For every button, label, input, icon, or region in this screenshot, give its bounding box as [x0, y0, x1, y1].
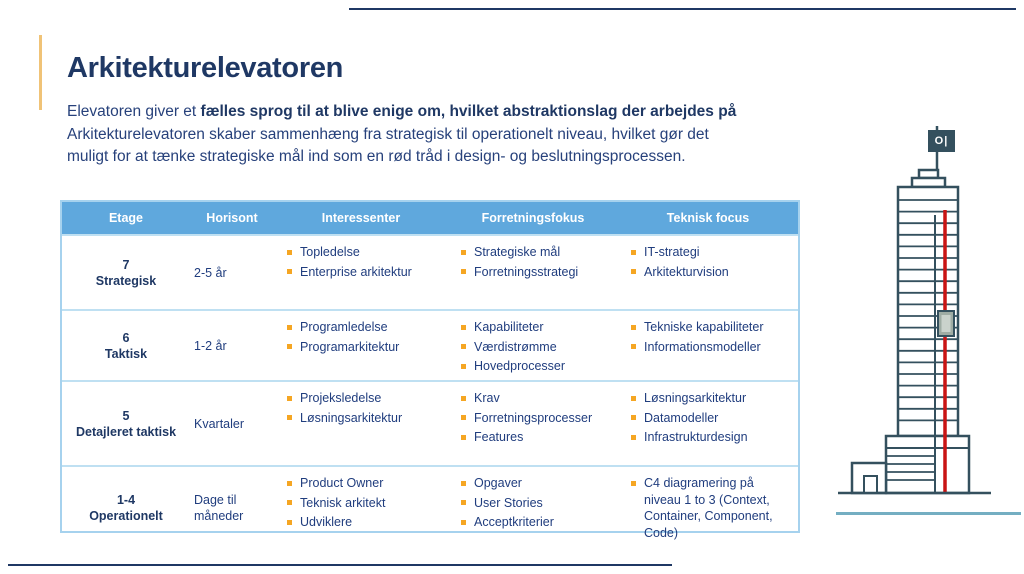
intro-line2: Arkitekturelevatoren skaber sammenhæng fra strategisk til operationelt niveau, hvilket gør det: [67, 125, 709, 143]
teknisk-focus-cell: [618, 382, 798, 465]
bullet-list: [630, 319, 792, 355]
column-header-forretningsfokus: Forretningsfokus: [481, 211, 585, 225]
column-header-etage: Etage: [108, 211, 144, 225]
horisont-cell: 1-2 år: [194, 339, 227, 354]
bullet-item: Strategiske mål: [460, 244, 612, 261]
teknisk-focus-cell: [618, 236, 798, 309]
bullet-list: [460, 475, 612, 531]
page-title: Arkitekturelevatoren: [67, 52, 344, 84]
forretningsfokus-cell: [448, 311, 618, 382]
bullet-list: [460, 319, 612, 375]
interessenter-cell: [274, 236, 448, 309]
interessenter-cell: [274, 467, 448, 548]
teknisk-focus-cell: [618, 467, 798, 548]
bullet-item: Informationsmodeller: [630, 339, 792, 356]
etage-cell: [62, 382, 190, 465]
etage-number: 1-4: [116, 492, 136, 507]
bullet-item: Programledelse: [286, 319, 442, 336]
etage-label: Taktisk: [104, 347, 148, 362]
forretningsfokus-cell: [448, 467, 618, 548]
architecture-table: [60, 200, 800, 540]
table-row: [62, 380, 798, 465]
building-illustration: [820, 118, 1024, 518]
bullet-item: Projeksledelse: [286, 390, 442, 407]
bullet-list: [460, 244, 612, 280]
annex-door: [864, 476, 877, 493]
bullet-list: [630, 390, 792, 446]
bullet-item: Kapabiliteter: [460, 319, 612, 336]
table-row: [62, 309, 798, 380]
bullet-list: [460, 390, 612, 446]
interessenter-cell: [274, 382, 448, 465]
horisont-cell: Dage til måneder: [194, 492, 244, 523]
interessenter-cell: [274, 311, 448, 382]
etage-label: Detajleret taktisk: [75, 424, 177, 439]
bullet-list: [286, 390, 442, 426]
bullet-list: [286, 244, 442, 280]
etage-cell: [62, 467, 190, 548]
column-header-teknisk-focus: Teknisk focus: [666, 211, 750, 225]
table-row: [62, 465, 798, 540]
bullet-item: User Stories: [460, 495, 612, 512]
intro-line1-bold: fælles sprog til at blive enige om, hvilket abstraktionslag der arbejdes på: [200, 103, 737, 120]
bullet-item: Tekniske kapabiliteter: [630, 319, 792, 336]
table-header-row: [62, 202, 798, 234]
flag-logo: O|: [928, 130, 955, 152]
horisont-cell: Kvartaler: [194, 416, 245, 431]
etage-number: 7: [122, 257, 130, 272]
bullet-item: Product Owner: [286, 475, 442, 492]
bullet-item: Datamodeller: [630, 410, 792, 427]
forretningsfokus-cell: [448, 236, 618, 309]
bullet-item: Infrastrukturdesign: [630, 429, 792, 446]
etage-label: Operationelt: [89, 508, 163, 523]
teal-accent-line: [836, 512, 1021, 515]
forretningsfokus-cell: [448, 382, 618, 465]
bullet-list: [630, 244, 792, 280]
table-row: [62, 234, 798, 309]
bullet-list: [286, 319, 442, 355]
bullet-item: Hovedprocesser: [460, 358, 612, 375]
bullet-list: [286, 475, 442, 531]
bullet-item: Opgaver: [460, 475, 612, 492]
intro-text: [67, 101, 857, 169]
bullet-item: Features: [460, 429, 612, 446]
elevator-car-panel: [942, 315, 951, 332]
etage-cell: [62, 311, 190, 382]
column-header-interessenter: Interessenter: [321, 211, 401, 225]
bullet-item: C4 diagramering på niveau 1 to 3 (Context, Container, Component, Code): [630, 475, 792, 541]
etage-number: 5: [122, 408, 130, 423]
top-divider-line: [349, 8, 1016, 10]
bullet-item: Løsningsarkitektur: [630, 390, 792, 407]
etage-label: Strategisk: [95, 273, 157, 288]
bullet-item: Topledelse: [286, 244, 442, 261]
bullet-item: Løsningsarkitektur: [286, 410, 442, 427]
teknisk-focus-cell: [618, 311, 798, 382]
bullet-item: Værdistrømme: [460, 339, 612, 356]
title-accent-bar: [39, 35, 42, 110]
intro-line3: muligt for at tænke strategiske mål ind som en rød tråd i design- og beslutningsprocessen.: [67, 148, 686, 165]
horisont-cell: 2-5 år: [194, 265, 227, 280]
etage-cell: [62, 236, 190, 309]
roof-step-wide: [912, 178, 945, 187]
bullet-item: Udviklere: [286, 514, 442, 531]
bullet-item: Forretningsstrategi: [460, 264, 612, 281]
bullet-item: Acceptkriterier: [460, 514, 612, 531]
bullet-list: [630, 475, 792, 541]
etage-number: 6: [122, 331, 130, 346]
column-header-horisont: Horisont: [206, 211, 258, 225]
bullet-item: Enterprise arkitektur: [286, 264, 442, 281]
bullet-item: IT-strategi: [630, 244, 792, 261]
bottom-divider-line: [8, 564, 672, 566]
bullet-item: Teknisk arkitekt: [286, 495, 442, 512]
bullet-item: Programarkitektur: [286, 339, 442, 356]
bullet-item: Krav: [460, 390, 612, 407]
bullet-item: Forretningsprocesser: [460, 410, 612, 427]
intro-line1-prefix: Elevatoren giver et: [67, 103, 201, 120]
bullet-item: Arkitekturvision: [630, 264, 792, 281]
